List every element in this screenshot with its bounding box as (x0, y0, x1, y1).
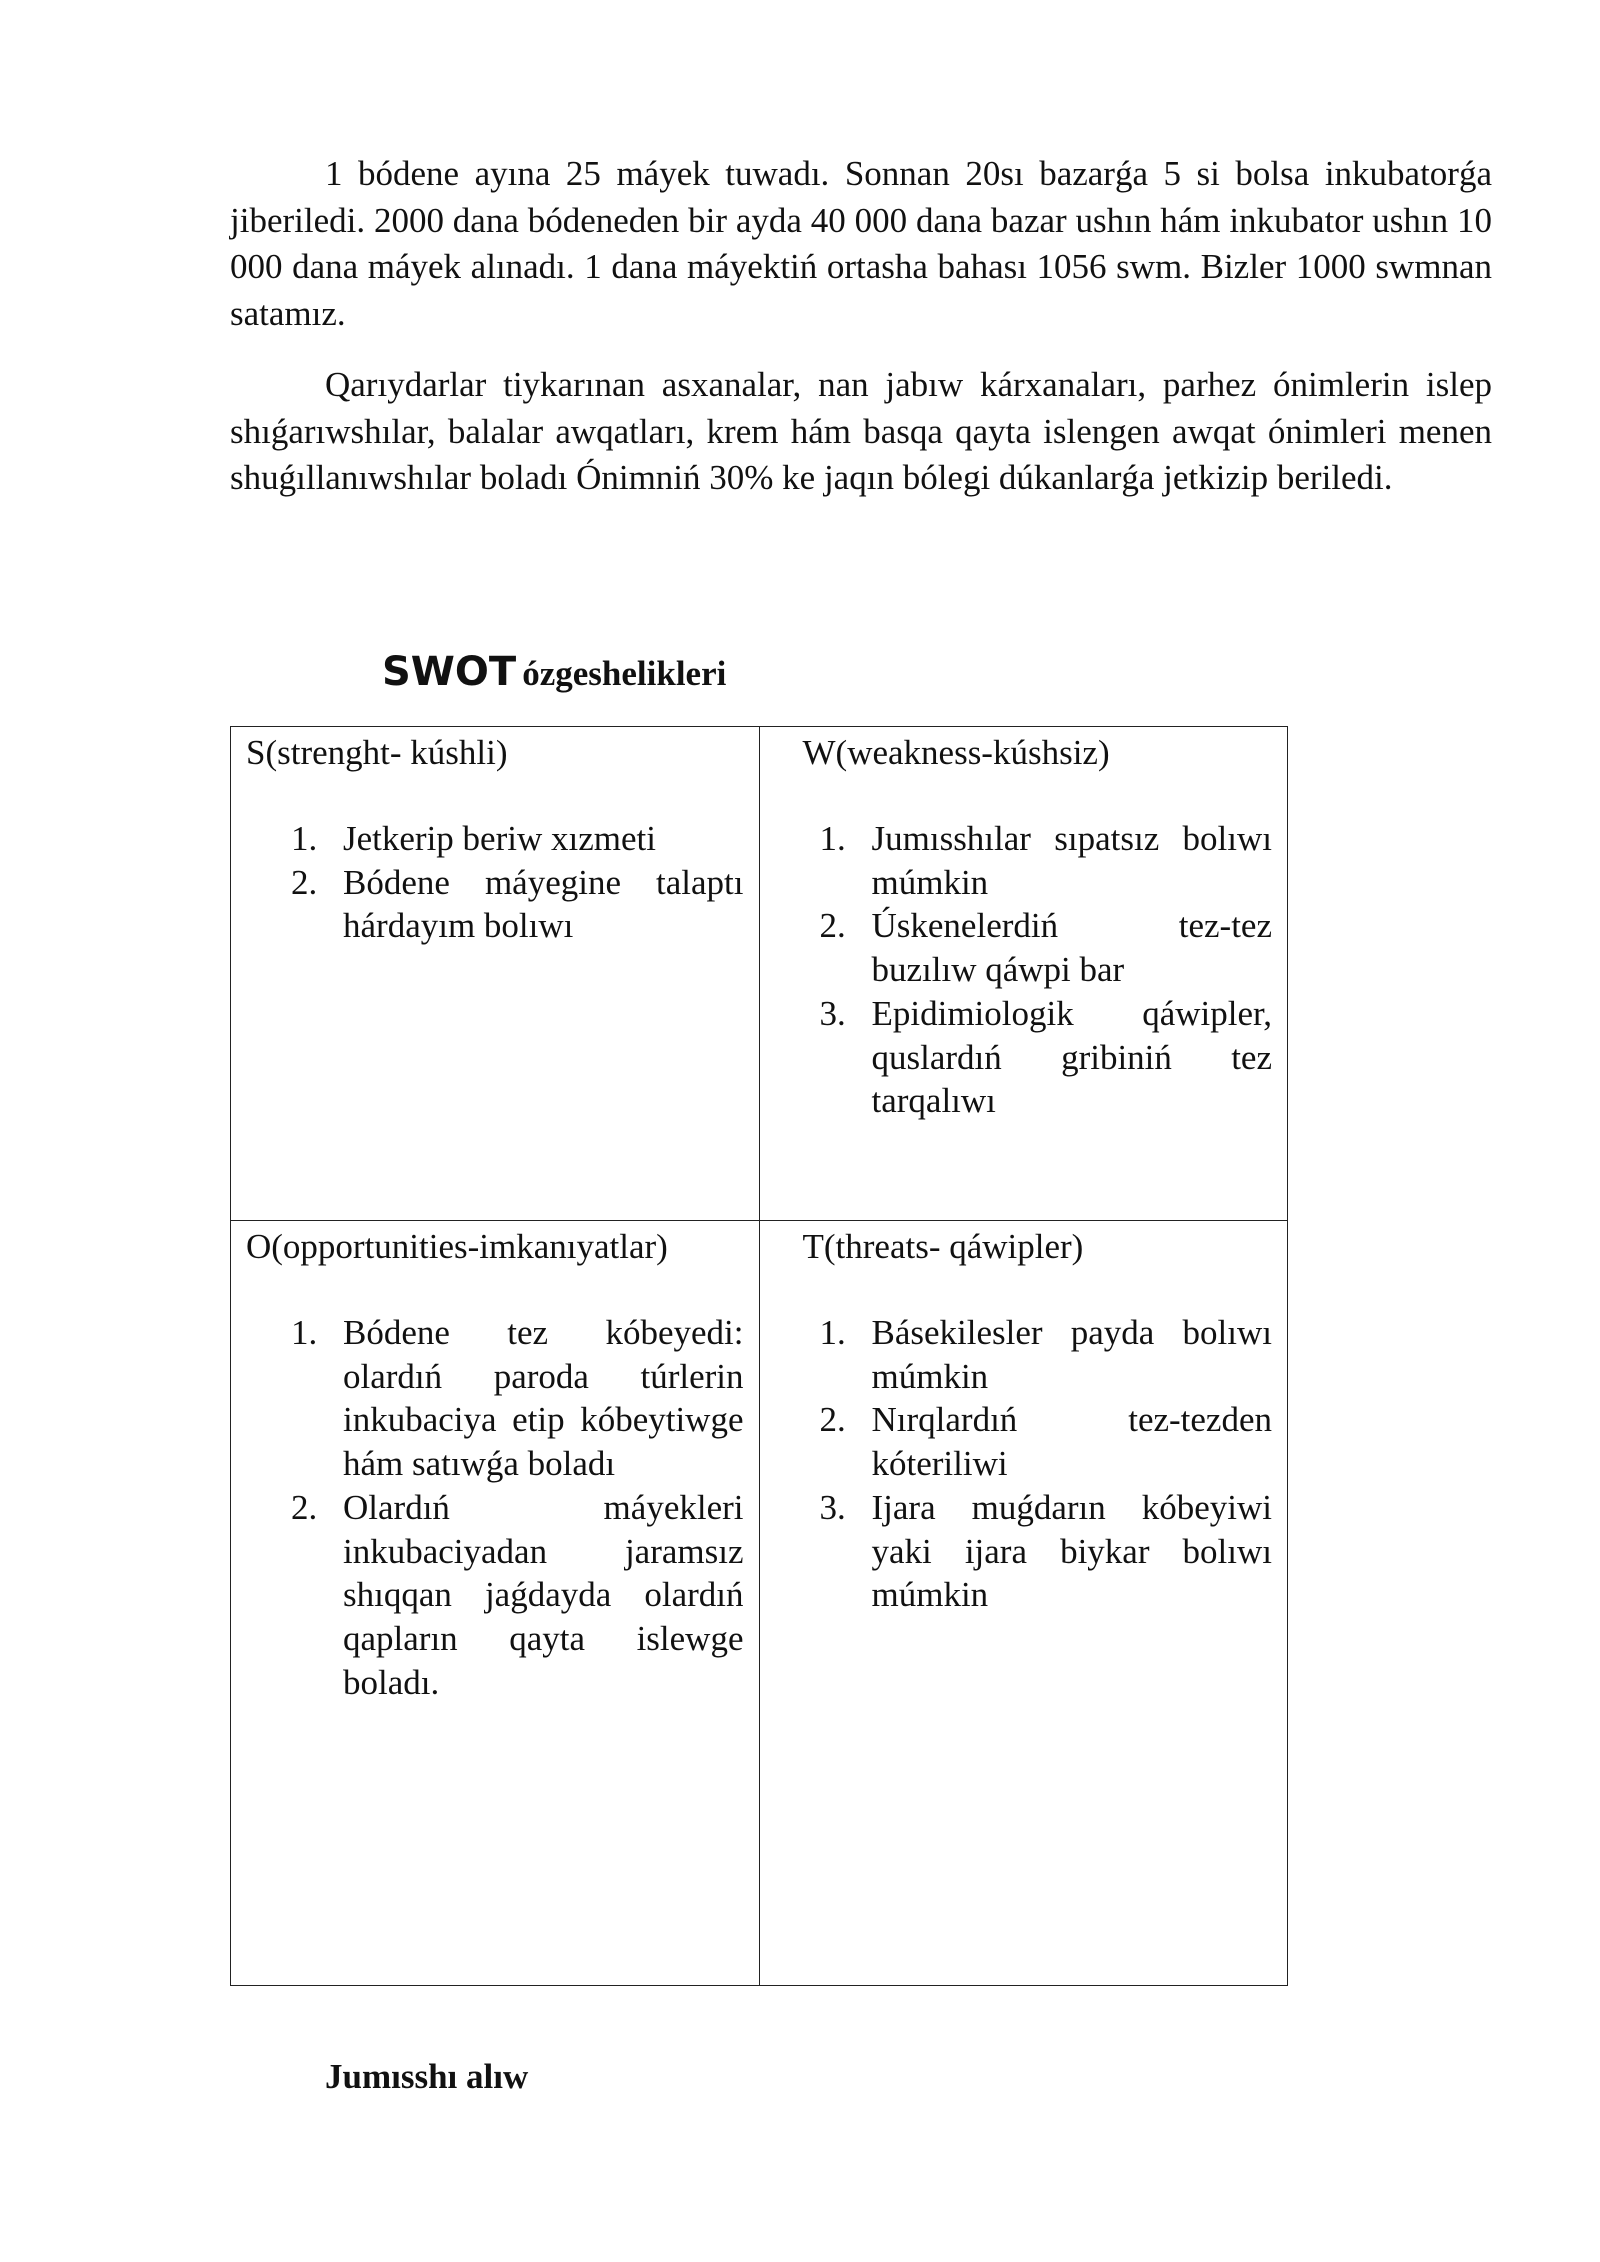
weaknesses-list (760, 817, 1273, 1123)
list-item (760, 1311, 1273, 1398)
list-number: 2. (819, 1400, 846, 1440)
list-item-text: Bódene máyegine talaptı hárdayım bolıwı (343, 862, 744, 946)
swot-row-bottom (231, 1221, 1288, 1986)
list-number: 1. (291, 819, 318, 858)
weaknesses-cell (759, 727, 1288, 1221)
strengths-title: S(strenght- kúshli) (246, 733, 508, 772)
list-item-text: Bódene tez kóbeyedi: olardıń paroda túrlerin inkubaciya etip kóbeytiwge hám satıwǵa boladı (343, 1313, 744, 1484)
weaknesses-title: W(weakness-kúshsiz) (802, 733, 1110, 772)
list-item-text: Jumısshılar sıpatsız bolıwı múmkin (871, 819, 1272, 902)
list-number: 1. (291, 1313, 318, 1352)
threats-title: T(threats- qáwipler) (802, 1227, 1084, 1266)
opportunities-list (231, 1311, 744, 1704)
paragraph-egg-production: 1 bódene ayına 25 máyek tuwadı. Sonnan 20sı bazarǵa 5 si bolsa inkubatorǵa jiberiledi. 2000 dana bódeneden bir ayda 40 000 dana bazar ushın hám inkubator ushın 10 000 dana máyek alınadı. 1 dana máyektiń ortasha bahası 1056 swm. Bizler 1000 swmnan satamız. (230, 154, 1492, 333)
list-item-text: Úskenelerdiń tez-tez buzılıw qáwpi bar (871, 906, 1272, 990)
list-number: 2. (819, 906, 846, 946)
opportunities-title: O(opportunities-imkanıyatlar) (246, 1227, 668, 1266)
list-item (760, 992, 1273, 1123)
list-item-text: Jetkerip beriw xızmeti (343, 819, 656, 858)
list-item-text: Nırqlardıń tez-tezden kóteriliwi (871, 1400, 1272, 1484)
list-item (760, 817, 1273, 904)
threats-cell (759, 1221, 1288, 1986)
list-item (760, 1398, 1273, 1485)
strengths-cell (231, 727, 760, 1221)
swot-heading-text: ózgeshelikleri (522, 654, 727, 693)
section-heading-hiring: Jumısshı alıw (325, 2057, 529, 2096)
list-item (231, 1311, 744, 1486)
list-item (231, 1486, 744, 1705)
list-item-text: Olardıń máyekleri inkubaciyadan jaramsız shıqqan jaǵdayda olardıń qapların qayta islewge boladı. (343, 1487, 744, 1702)
list-item (231, 817, 744, 861)
list-number: 3. (819, 1487, 846, 1527)
list-item (760, 1486, 1273, 1617)
list-item (760, 904, 1273, 991)
opportunities-cell (231, 1221, 760, 1986)
list-number: 2. (291, 1487, 318, 1527)
paragraph-customers: Qarıydarlar tiykarınan asxanalar, nan jabıw kárxanaları, parhez ónimlerin islep shıǵarıwshılar, balalar awqatları, krem hám basqa qayta islengen awqat ónimleri menen shuǵıllanıwshılar boladı Ónimniń 30% ke jaqın bólegi dúkanlarǵa jetkizip beriledi. (230, 365, 1492, 497)
list-number: 3. (819, 993, 846, 1033)
list-item (231, 861, 744, 948)
list-item-text: Ijara muǵdarın kóbeyiwi yaki ijara biykar bolıwı múmkin (871, 1487, 1272, 1615)
threats-list (760, 1311, 1273, 1617)
list-item-text: Epidimiologik qáwipler, quslardıń gribiniń tez tarqalıwı (871, 993, 1272, 1121)
swot-heading (382, 642, 726, 708)
list-item-text: Básekilesler payda bolıwı múmkin (871, 1313, 1272, 1396)
swot-heading-acronym: SWOT (382, 649, 517, 695)
strengths-list (231, 817, 744, 948)
swot-row-top (231, 727, 1288, 1221)
swot-table (230, 726, 1288, 1986)
list-number: 1. (819, 1313, 846, 1352)
list-number: 1. (819, 819, 846, 858)
list-number: 2. (291, 862, 318, 902)
